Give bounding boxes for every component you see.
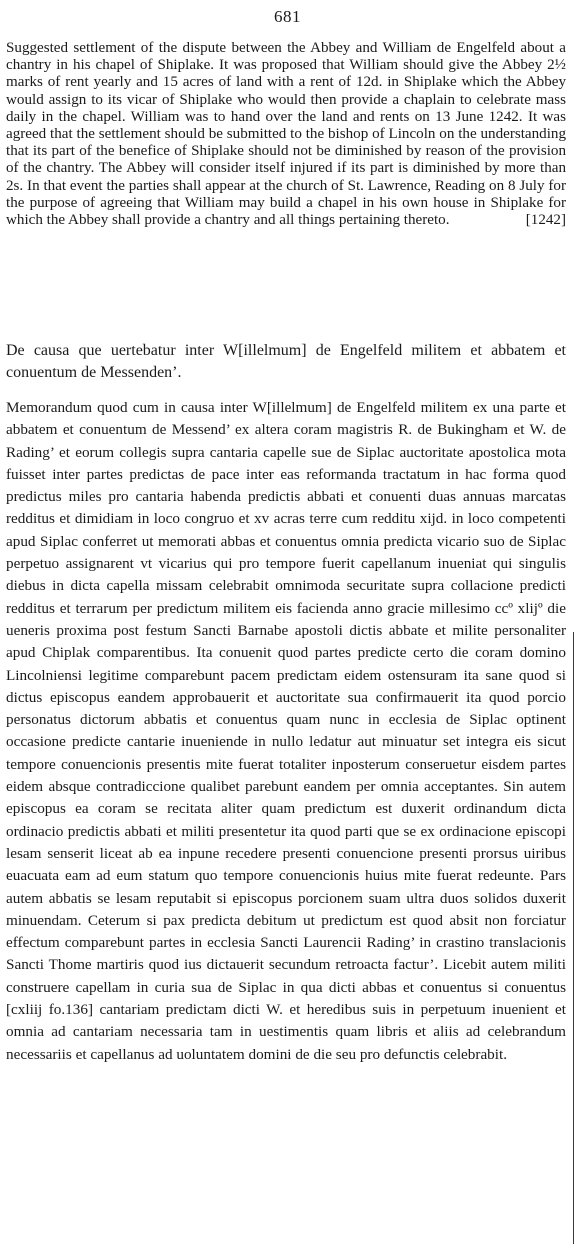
calendar-summary-text: Suggested settlement of the dispute between the Abbey and William de Engelfeld about a chantry in his chapel of Shiplake. It was proposed that William should give the Abbey 2½ marks of rent yearly and 15 acres of land with a rent of 12d. in Shiplake which the Abbey would assign to its vicar of Shiplake who would then provide a chaplain to celebrate mass daily in the chapel. William was to hand over the land and rents on 13 June 1242. It was agreed that the settlement should be submitted to the bishop of Lincoln on the understanding that its part of the benefice of Shiplake should not be diminished by reason of the provision of the chantry. The Abbey will consider itself injured if its part is diminished by more than 2s. In that event the parties shall appear at the church of St. Lawrence, Reading on 8 July for the purpose of agreeing that William may build a chapel in his own house in Shiplake for which the Abbey shall provide a chantry and all things pertaining thereto.	[6, 40, 566, 229]
calendar-summary-paragraph	[6, 40, 566, 229]
calendar-date: [1242]	[525, 212, 566, 229]
margin-rule	[573, 632, 574, 1244]
latin-text-paragraph: Memorandum quod cum in causa inter W[illelmum] de Engelfeld militem ex una parte et abbatem et conuentum de Messend’ ex altera coram magistris R. de Bukingham et W. de Rading’ et eorum collegis supra cantaria capelle sue de Siplac auctoritate apostolica mota fuisset inter partes predictas de pace inter eas reformanda tractatum in hac forma quod predictus miles pro cantaria habenda predictis abbati et conuenti duas annuas marcatas redditus et dimidiam in loco congruo et xv acras terre cum redditu xijd. in loco competenti apud Siplac conferret ut memorati abbas et conuentus omnia predicta vicario suo de Siplac perpetuo assignarent vt vicarius qui pro tempore fuerit capellanum inueniat qui singulis diebus in dicta capella missam celebrabit omnimoda securitate supra collacione predicti redditus et terrarum per predictum militem eis facienda anno gracie millesimo ccº xlijº die ueneris proxima post festum Sancti Barnabe apostoli dictis abbate et milite personaliter apud Chiplak comparentibus. Ita conuenit quod partes predicte certo die coram domino Lincolniensi legitime comparebunt pacem predictam eidem ostensuram ita sane quod si dictus episcopus eandem approbauerit et auctoritate sua confirmauerit ita quod porcio personatus dictorum abbatis et conuentus quam nunc in ecclesia de Siplac optinent occasione predicte cantarie inueniende in nullo ledatur aut minuatur set integra eis sicut tempore conuencionis presentis mite fuerat totaliter inposterum conseruetur eisdem partes eidem absque contradiccione qualibet parebunt eandem per omnia acceptantes. Sin autem episcopus ea coram se recitata aliter quam predictum est duxerit ordinandum dicta ordinacio predictis abbati et militi presentetur ita quod parti que se ex ordinacione episcopi lesam senserit liceat ab ea inpune recedere presenti conuencione presenti prorsus uiribus euacuata eam ad eum statum quo tempore conuencionis huius mite fuerat redeunte. Pars autem abbatis se lesam reputabit si episcopus porcionem suam ultra duos solidos duxerit minuendam. Ceterum si pax predicta debitum ut predictum est quod absit non forciatur effectum comparebunt partes in ecclesia Sancti Laurencii Rading’ in crastino translacionis Sancti Thome martiris quod ius dictauerit secundum retroacta factur’. Licebit autem militi construere capellam in curia sua de Siplac in qua dicti abbas et conuentus si conuentus [cxliij fo.136] cantariam predictam dicti W. et heredibus suis in perpetuum inuenient et omnia ad cantariam necessaria tam in uestimentis quam libris et aliis ad celebrandum necessariis et capellanus ad uoluntatem domini de die seu pro defunctis celebrabit.	[6, 399, 566, 1063]
page-number: 681	[274, 7, 301, 26]
document-rubric: De causa que uertebatur inter W[illelmum] de Engelfeld militem et abbatem et conuentum de Messenden’.	[6, 342, 566, 381]
